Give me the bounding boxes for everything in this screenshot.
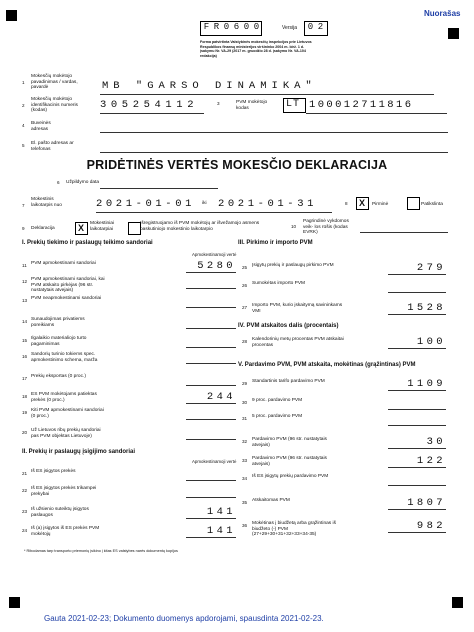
field-7-label: Mokestinis laikotarpis nuo	[31, 197, 62, 208]
section-5-row-underline	[388, 425, 446, 426]
section-2-row-number: 23	[22, 509, 28, 514]
field-10-label: Pagrindinė vykdomos veik- los rūšis (kodas EVRK)	[303, 219, 349, 236]
section-5-row-label: Mokėtinas į biudžetą arba grąžintinas iš biudžeto (-) PVM (27+29+30+31+32+33+34-35)	[252, 521, 336, 538]
section-1-row-underline	[186, 439, 236, 440]
section-1-row-label: Sandorių turinio tokiems spec. apmokestinimo schema, marža	[31, 352, 98, 363]
corner-marker-bottom-right	[452, 597, 463, 608]
section-3-row-label: Sumokėtas importo PVM	[252, 281, 306, 286]
period-to-label: iki	[202, 201, 207, 206]
field-9-number: 9	[22, 226, 25, 231]
section-1-row-number: 18	[22, 394, 28, 399]
section-3-title: III. Pirkimo ir importo PVM	[238, 240, 313, 246]
section-2-row-underline	[186, 537, 236, 538]
field-5-underline	[100, 152, 448, 153]
section-5-row-value: 982	[416, 520, 446, 532]
section-1-row-underline	[186, 272, 236, 273]
form-code-chars	[202, 22, 261, 32]
section-1-row-number: 13	[22, 298, 28, 303]
primary-label: Pirminė	[372, 202, 389, 207]
section-5-row-label: Atskaitomas PVM	[252, 498, 290, 503]
section-5-row-value: 122	[416, 455, 446, 467]
section-1-row-label: ES PVM mokėtojams patiektas prekės (0 proc.)	[31, 392, 97, 403]
approval-text: Forma patvirtinta Valstybinės mokesčių inspekcijos prie Lietuvos Respublikos finansų ministerijos viršininko 2004 m. birž. 1 d. įsakymu Nr. VA-29 (2017 m. gruodžio 28 d. įsakymo Nr. VA-104 redakcija)	[200, 40, 312, 58]
section-2-row-value: 141	[206, 506, 236, 518]
field-6-label: Užpildymo data	[66, 180, 100, 185]
version-char: 2	[317, 22, 324, 32]
section-5-row-underline	[388, 390, 446, 391]
section-1-row-underline	[186, 328, 236, 329]
section-4-row-number: 28	[242, 339, 248, 344]
corner-marker-top-right	[448, 28, 459, 39]
section-5-row-label: Pardavimo PVM (96 str. nustatytais atvejais)	[252, 437, 327, 448]
section-1-row-label: Už Lietuvos ribų prekių sandoriai pas PVM objektas Lietuvoje)	[31, 428, 101, 439]
field-10-number: 10	[291, 224, 297, 229]
field-2-number: 2	[22, 103, 25, 108]
corner-marker-top-left	[6, 10, 17, 21]
section-1-row-underline	[186, 419, 236, 420]
version-char: 0	[307, 22, 314, 32]
field-2-label: Mokesčių mokėtojo identifikacinis numeris (kodas)	[31, 97, 78, 114]
payer-code: 305254112	[100, 99, 199, 111]
form-code-char: 0	[253, 22, 260, 32]
section-2-row-number: 22	[22, 488, 28, 493]
section-1-title: I. Prekių tiekimo ir paslaugų teikimo sandoriai	[22, 240, 153, 246]
field-10-underline	[360, 232, 448, 233]
section-5-row-number: 32	[242, 439, 248, 444]
field-5-number: 5	[22, 143, 25, 148]
field-4-label: Buveinės adresas	[31, 121, 51, 132]
copy-label: Nuorašas	[424, 9, 461, 18]
section-5-row-underline	[388, 485, 446, 486]
period-from: 2021-01-01	[96, 198, 196, 210]
section-4-row-underline	[388, 348, 446, 349]
field-3-underline	[306, 113, 447, 114]
section-5-row-underline	[388, 448, 446, 449]
section-5-row-label: 5 proc. pardavimo PVM	[252, 414, 303, 419]
section-1-row-number: 19	[22, 410, 28, 415]
vat-code: 100012711816	[309, 99, 414, 111]
section-5-row-underline	[388, 532, 446, 533]
section-2-row-label: Iš (a) įsigytos iš ES prekės PVM mokėtojų	[31, 526, 100, 537]
field-5-label: El. pašto adresas ar telefonas	[31, 141, 74, 152]
section-5-row-underline	[388, 409, 446, 410]
section-5-row-number: 29	[242, 381, 248, 386]
section-2-row-number: 21	[22, 471, 28, 476]
primary-checkbox-mark: X	[359, 198, 366, 208]
section-5-row-number: 33	[242, 458, 248, 463]
section-3-row-label: Importo PVM, kurio įskaitymą savininkams VMI	[252, 303, 343, 314]
section-2-row-underline	[186, 518, 236, 519]
section-5-row-label: Pardavimo PVM (96 str. nustatytais atvejais)	[252, 456, 327, 467]
section-1-row-label: PVM apmokestinami sandoriai, kai PVM atskaito pirkėjas (96 str. nustatytais atvejais)	[31, 277, 105, 294]
section-1-row-underline	[186, 307, 236, 308]
section-5-row-number: 31	[242, 416, 248, 421]
document-title: PRIDĖTINĖS VERTĖS MOKESČIO DEKLARACIJA	[86, 158, 388, 172]
section-3-row-number: 25	[242, 265, 248, 270]
section-5-row-underline	[388, 467, 446, 468]
section-2-row-number: 24	[22, 528, 28, 533]
section-5-row-value: 1109	[407, 378, 446, 390]
section-1-row-label: PVM apmokestinami sandoriai	[31, 261, 96, 266]
field-1-underline	[100, 94, 434, 95]
section-5-row-underline	[388, 509, 446, 510]
section-1-row-underline	[186, 403, 236, 404]
section-5-row-value: 1807	[407, 497, 446, 509]
section-3-row-label: Įsigytų prekių ir paslaugų pirkimo PVM	[252, 263, 334, 268]
form-code-char: 0	[223, 22, 230, 32]
field-1-label: Mokesčių mokėtojo pavadinimas / vardas, pavardė	[31, 74, 78, 91]
corrected-checkbox[interactable]	[407, 197, 420, 210]
regular-period-label: Mokestiniai laikotarpiai	[90, 221, 114, 232]
section-3-row-number: 27	[242, 305, 248, 310]
field-7-number: 7	[22, 203, 25, 208]
section-3-row-underline	[388, 292, 446, 293]
section-5-row-label: Iš ES įsigytų prekių pardavimo PVM	[252, 474, 329, 479]
section-3-row-underline	[388, 314, 446, 315]
form-code-char: 0	[243, 22, 250, 32]
version-label: Versija	[282, 25, 298, 31]
field-1-number: 1	[22, 80, 25, 85]
field-3-label: PVM mokėtojo kodas	[236, 100, 268, 111]
period-to: 2021-01-31	[218, 198, 318, 210]
corrected-label: Patikslinta	[421, 202, 443, 207]
section-1-row-label: Prekių eksportas (0 proc.)	[31, 374, 86, 379]
section-5-row-number: 35	[242, 500, 248, 505]
section-2-col-header: Apmokestinamoji vertė	[192, 459, 237, 464]
section-5-row-number: 30	[242, 400, 248, 405]
section-5-row-number: 36	[242, 523, 248, 528]
section-1-row-number: 15	[22, 338, 28, 343]
field-9-label: Deklaracija	[31, 226, 55, 231]
section-1-row-label: Kiti PVM apmokestinami sandoriai (0 proc.)	[31, 408, 104, 419]
section-2-title: II. Prekių ir paslaugų įsigijimo sandoriai	[22, 449, 136, 455]
field-2-underline	[100, 113, 204, 114]
section-4-row-value: 100	[416, 336, 446, 348]
form-code-char: R	[213, 22, 220, 32]
field-4-underline	[100, 132, 448, 133]
section-1-row-label: PVM neapmokestinami sandoriai	[31, 296, 102, 301]
form-code-char: 6	[233, 22, 240, 32]
vat-prefix: LT	[286, 99, 301, 110]
section-2-row-label: Iš ES įsigytos prekės	[31, 469, 76, 474]
regular-period-mark: X	[78, 223, 85, 233]
section-4-title: IV. PVM atskaitos dalis (procentais)	[238, 323, 339, 329]
field-4-number: 4	[22, 123, 25, 128]
section-1-row-underline	[186, 288, 236, 289]
section-3-row-value: 1528	[407, 302, 446, 314]
section-1-row-number: 16	[22, 354, 28, 359]
payer-name: MB "GARSO DINAMIKA"	[102, 80, 317, 92]
section-1-row-underline	[186, 363, 236, 364]
footer-status: Gauta 2021-02-23; Dokumento duomenys apdorojami, spausdinta 2021-02-23.	[44, 614, 324, 623]
section-2-row-label: Iš užsienio suteiktų įsigytos paslaugos	[31, 507, 89, 518]
section-1-row-label: Ilgalaikio materialiojo turto pagaminimas	[31, 336, 87, 347]
section-3-row-number: 26	[242, 283, 248, 288]
section-1-row-number: 12	[22, 279, 28, 284]
field-7-underline	[96, 212, 332, 213]
footnote: * Ribodamas tarp transporto priemonių įsikino į kitas ES valstybes narės dokumentų kopijos	[24, 549, 178, 553]
field-6-number: 6	[57, 180, 60, 185]
section-3-row-value: 279	[416, 262, 446, 274]
section-1-col-header: Apmokestinamoji vertė	[192, 252, 237, 257]
section-1-row-underline	[186, 347, 236, 348]
section-5-row-label: Standartinis tarifo pardavimo PVM	[252, 379, 325, 384]
section-1-row-underline	[186, 385, 236, 386]
section-2-row-underline	[186, 497, 236, 498]
section-3-row-underline	[388, 274, 446, 275]
field-6-underline	[100, 188, 218, 189]
section-2-row-value: 141	[206, 525, 236, 537]
section-1-row-number: 20	[22, 430, 28, 435]
corner-marker-bottom-left	[9, 597, 20, 608]
section-5-row-number: 34	[242, 476, 248, 481]
section-5-row-label: 9 proc. pardavimo PVM	[252, 398, 303, 403]
form-code-char: F	[203, 22, 210, 32]
section-4-row-label: Kalendorinių metų procentas PVM atskaitai procentas	[252, 337, 344, 348]
section-5-title: V. Pardavimo PVM, PVM atskaita, mokėtinas (grąžintinas) PVM	[238, 362, 416, 368]
section-1-row-number: 11	[22, 263, 27, 268]
section-2-row-underline	[186, 480, 236, 481]
section-2-row-label: Iš ES įsigytos prekės trikampei prekybai	[31, 486, 97, 497]
field-8-number: 8	[345, 201, 348, 206]
section-1-row-value: 244	[206, 391, 236, 403]
last-period-label: Išregistruojamo iš PVM mokėtojų ar išvežamojo asmens paskutiniojo mokestinio laikotarpio	[140, 221, 260, 232]
section-1-row-label: Sunaudojimas privatiems poreikiams	[31, 317, 85, 328]
version-chars	[306, 22, 325, 32]
section-1-row-number: 14	[22, 319, 28, 324]
section-1-row-number: 17	[22, 376, 28, 381]
section-5-row-value: 30	[426, 436, 446, 448]
section-1-row-value: 5280	[197, 260, 236, 272]
field-3-number: 3	[217, 101, 220, 106]
